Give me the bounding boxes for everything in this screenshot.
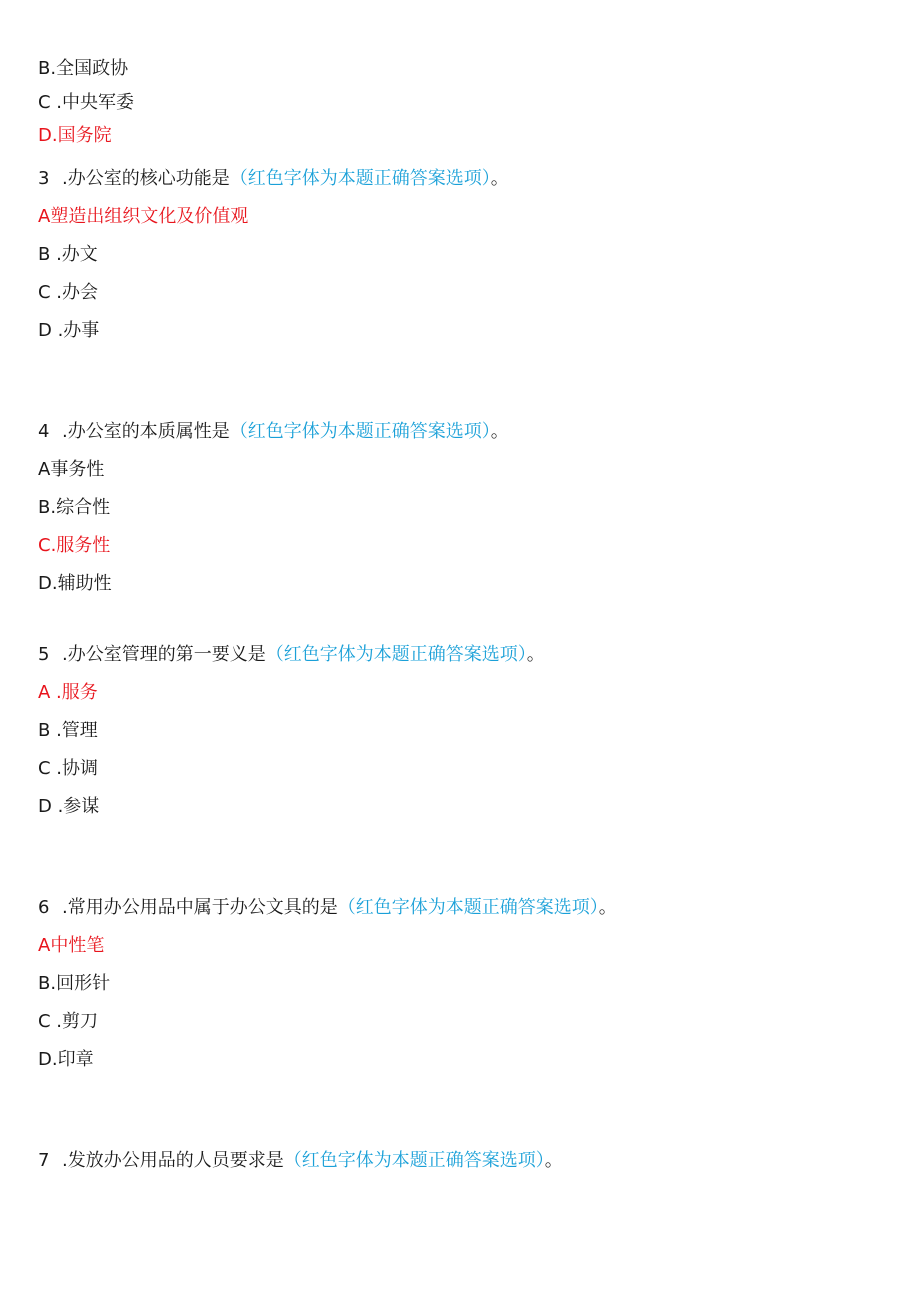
question-number: 3 (38, 168, 50, 189)
hint-suffix: 。 (598, 897, 617, 918)
hint-suffix: 。 (526, 644, 545, 665)
answer-hint: （红色字体为本题正确答案选项） (229, 421, 491, 442)
hint-suffix: 。 (490, 421, 509, 442)
option-b: B .办文 (38, 244, 98, 265)
option-d: D .参谋 (38, 796, 100, 817)
option-a-correct: A .服务 (38, 682, 98, 703)
question-5-stem (38, 643, 545, 667)
hint-suffix: 。 (544, 1150, 563, 1171)
option-b: B.回形针 (38, 973, 111, 994)
option-a: A事务性 (38, 459, 105, 480)
question-text: .发放办公用品的人员要求是 (62, 1150, 284, 1171)
hint-suffix: 。 (490, 168, 509, 189)
option-c: C .剪刀 (38, 1011, 99, 1032)
option-d: D.印章 (38, 1049, 94, 1070)
question-7-stem (38, 1149, 563, 1173)
option-d: D .办事 (38, 320, 100, 341)
question-number: 4 (38, 421, 50, 442)
answer-hint: （红色字体为本题正确答案选项） (337, 897, 599, 918)
question-text: .办公室的核心功能是 (62, 168, 230, 189)
question-number: 5 (38, 644, 50, 665)
option-b: B.综合性 (38, 497, 111, 518)
option-c: C .中央军委 (38, 92, 135, 113)
question-3-stem (38, 167, 509, 191)
answer-hint: （红色字体为本题正确答案选项） (265, 644, 527, 665)
option-c: C .办会 (38, 282, 99, 303)
option-d: D.辅助性 (38, 573, 112, 594)
option-c: C .协调 (38, 758, 99, 779)
option-a-correct: A中性笔 (38, 935, 105, 956)
question-text: .常用办公用品中属于办公文具的是 (62, 897, 338, 918)
question-6-stem (38, 896, 617, 920)
option-b: B .管理 (38, 720, 98, 741)
question-text: .办公室管理的第一要义是 (62, 644, 266, 665)
question-number: 7 (38, 1150, 50, 1171)
question-4-stem (38, 420, 509, 444)
question-text: .办公室的本质属性是 (62, 421, 230, 442)
question-number: 6 (38, 897, 50, 918)
option-c-correct: C.服务性 (38, 535, 111, 556)
answer-hint: （红色字体为本题正确答案选项） (283, 1150, 545, 1171)
answer-hint: （红色字体为本题正确答案选项） (229, 168, 491, 189)
option-a-correct: A塑造出组织文化及价值观 (38, 206, 249, 227)
option-d-correct: D.国务院 (38, 125, 112, 146)
option-b: B.全国政协 (38, 58, 129, 79)
